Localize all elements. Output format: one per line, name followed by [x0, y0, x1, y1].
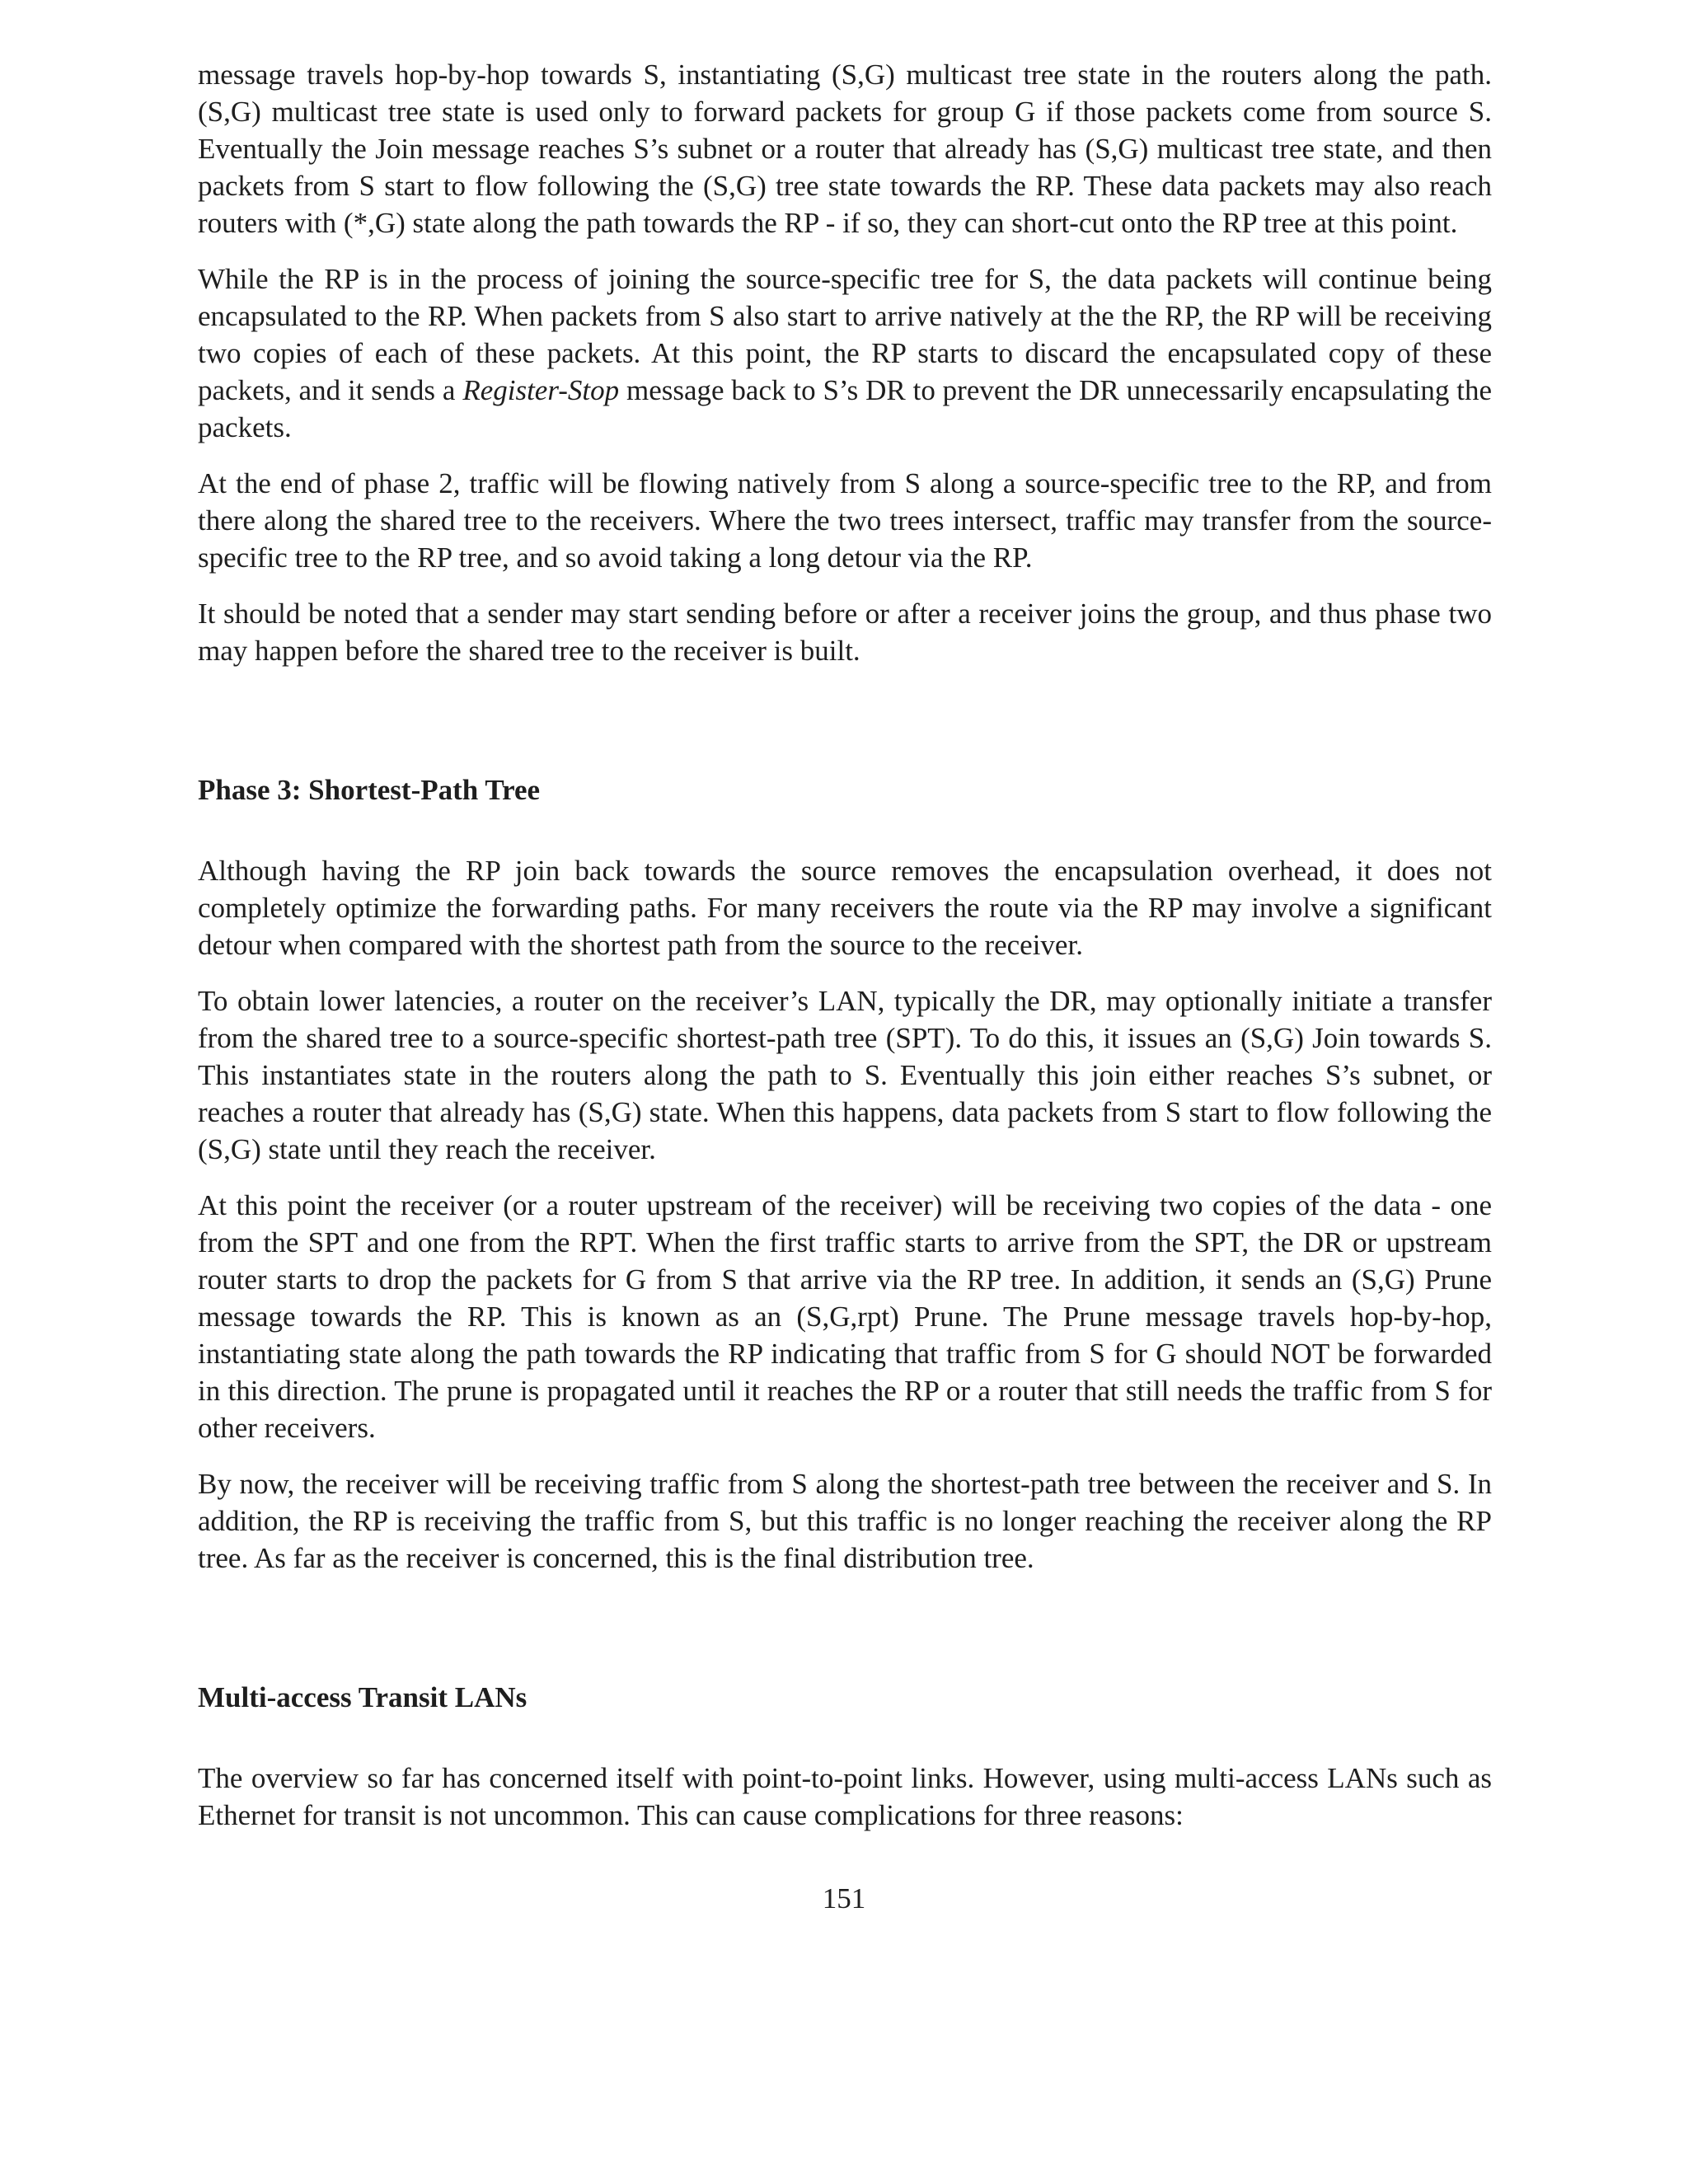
paragraph-sender-note: It should be noted that a sender may start sending before or after a receiver joins the group, and thus phase two may happen before the shared tree to the receiver is built.	[198, 598, 1492, 667]
paragraph-register-stop-start: While the RP is in the process of joining the source-specific tree for S, the data packets will continue being encapsulated to the RP. When packets from S also start to arrive natively at the the RP, the RP will be receiving two copies of each of these packets. At this point, the RP starts to discard the encapsulated copy of these packets, and it sends a	[198, 263, 1492, 406]
page-body	[198, 56, 1492, 1853]
paragraph-register-stop	[198, 260, 1492, 446]
section-spacer	[198, 1716, 1492, 1760]
section-spacer	[198, 1596, 1492, 1679]
paragraph-rp-overhead: Although having the RP join back towards the source removes the encapsulation overhead, it does not completely optimize the forwarding paths. For many receivers the route via the RP may involve a significant detour when compared with the shortest path from the source to the receiver.	[198, 855, 1492, 961]
paragraph-phase2-join: message travels hop-by-hop towards S, instantiating (S,G) multicast tree state in the routers along the path. (S,G) multicast tree state is used only to forward packets for group G if those packets come from source S. Eventually the Join message reaches S’s subnet or a router that already has (S,G) multicast tree state, and then packets from S start to flow following the (S,G) tree state towards the RP. These data packets may also reach routers with (*,G) state along the path towards the RP - if so, they can short-cut onto the RP tree at this point.	[198, 59, 1492, 239]
section-spacer	[198, 688, 1492, 771]
paragraph-final-tree: By now, the receiver will be receiving traffic from S along the shortest-path tree between the receiver and S. In addition, the RP is receiving the traffic from S, but this traffic is no longer reaching the receiver along the RP tree. As far as the receiver is concerned, this is the final distribution tree.	[198, 1468, 1492, 1574]
section-spacer	[198, 808, 1492, 852]
register-stop-term: Register-Stop	[462, 374, 620, 406]
paragraph-prune: At this point the receiver (or a router upstream of the receiver) will be receiving two copies of the data - one from the SPT and one from the RPT. When the first traffic starts to arrive from the SPT, the DR or upstream router starts to drop the packets for G from S that arrive via the RP tree. In addition, it sends an (S,G) Prune message towards the RP. This is known as an (S,G,rpt) Prune. The Prune message travels hop-by-hop, instantiating state along the path towards the RP indicating that traffic from S for G should NOT be forwarded in this direction. The prune is propagated until it reaches the RP or a router that still needs the traffic from S for other receivers.	[198, 1189, 1492, 1444]
paragraph-register-stop-end: message back to S’s DR to prevent the DR unnecessarily encapsulating the packets.	[198, 374, 1492, 443]
heading-multiaccess-lans: Multi-access Transit LANs	[198, 1681, 528, 1713]
paragraph-multiaccess-intro: The overview so far has concerned itself with point-to-point links. However, using multi-access LANs such as Ethernet for transit is not uncommon. This can cause complications for three reasons:	[198, 1762, 1492, 1831]
heading-phase3: Phase 3: Shortest-Path Tree	[198, 774, 541, 806]
page-number: 151	[822, 1882, 866, 1915]
paragraph-end-of-phase2: At the end of phase 2, traffic will be flowing natively from S along a source-specific tree to the RP, and from there along the shared tree to the receivers. Where the two trees intersect, traffic may transfer from the source-specific tree to the RP tree, and so avoid taking a long detour via the RP.	[198, 467, 1492, 574]
paragraph-spt-transfer: To obtain lower latencies, a router on the receiver’s LAN, typically the DR, may optionally initiate a transfer from the shared tree to a source-specific shortest-path tree (SPT). To do this, it issues an (S,G) Join towards S. This instantiates state in the routers along the path to S. Eventually this join either reaches S’s subnet, or reaches a router that already has (S,G) state. When this happens, data packets from S start to flow following the (S,G) state until they reach the receiver.	[198, 985, 1492, 1165]
